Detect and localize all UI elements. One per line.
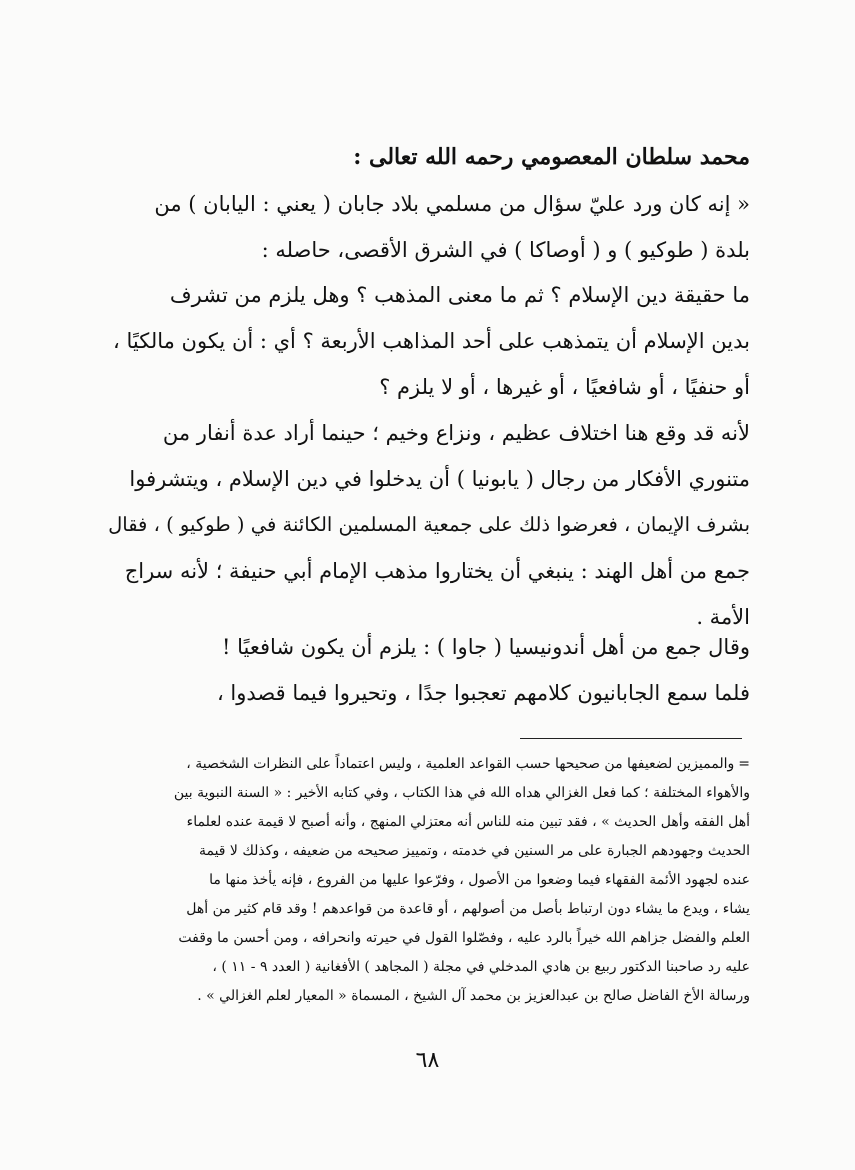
footnote-line: الحديث وجهودهم الجبارة على مر السنين في خدمته ، وتمييز صحيحه من ضعيفه ، وكذلك لا قيمة (198, 843, 750, 859)
footnote (100, 750, 750, 1011)
text-line: متنوري الأفكار من رجال ( يابونيا ) أن يدخلوا في دين الإسلام ، ويتشرفوا (129, 467, 750, 491)
page-heading-line: محمد سلطان المعصومي رحمه الله تعالى : (353, 144, 750, 170)
text-line: ما حقيقة دين الإسلام ؟ ثم ما معنى المذهب ؟ وهل يلزم من تشرف (169, 283, 750, 307)
paragraph-2 (100, 272, 750, 410)
text-line: فلما سمع الجابانيون كلامهم تعجبوا جدًا ، وتحيروا فيما قصدوا ، (216, 681, 750, 705)
footnote-line: ورسالة الأخ الفاضل صالح بن عبدالعزيز بن محمد آل الشيخ ، المسماة « المعيار لعلم الغزالي » . (197, 988, 750, 1004)
text-line: بشرف الإيمان ، فعرضوا ذلك على جمعية المسلمين الكائنة في ( طوكيو ) ، فقال (108, 513, 750, 536)
text-line: « إنه كان ورد عليّ سؤال من مسلمي بلاد جابان ( يعني : اليابان ) من (154, 192, 750, 216)
footnote-continuation-mark: = (738, 756, 750, 772)
text-line: لأنه قد وقع هنا اختلاف عظيم ، ونزاع وخيم ؛ حينما أراد عدة أنفار من (162, 421, 750, 445)
paragraph-1 (100, 181, 750, 273)
text-line: جمع من أهل الهند : ينبغي أن يختاروا مذهب الإمام أبي حنيفة ؛ لأنه سراج (124, 559, 750, 583)
footnote-line-text: والمميزين لضعيفها من صحيحها حسب القواعد العلمية ، وليس اعتماداً على النظرات الشخصية ، (186, 756, 735, 772)
page-number: ٦٨ (415, 1048, 440, 1073)
footnote-line (100, 750, 750, 779)
footnote-line: والأهواء المختلفة ؛ كما فعل الغزالي هداه الله في هذا الكتاب ، وفي كتابه الأخير : « السنة النبوية بين (173, 785, 750, 801)
footnote-line: يشاء ، ويدع ما يشاء دون ارتباط بأصل من أصولهم ، أو قاعدة من قواعدهم ! وقد قام كثير من أهل (186, 901, 750, 917)
text-line: الأمة . (696, 605, 750, 629)
footnote-line: عليه رد صاحبنا الدكتور ربيع بن هادي المدخلي في مجلة ( المجاهد ) الأفغانية ( العدد ٩ - ١١ ) ، (212, 959, 750, 975)
footnote-separator (520, 738, 742, 739)
text-line: بلدة ( طوكيو ) و ( أوصاكا ) في الشرق الأقصى، حاصله : (261, 238, 750, 262)
paragraph-4 (100, 624, 750, 716)
text-line: وقال جمع من أهل أندونيسيا ( جاوا ) : يلزم أن يكون شافعيًا ! (222, 635, 750, 659)
text-line: أو حنفيًا ، أو شافعيًا ، أو غيرها ، أو لا يلزم ؟ (379, 375, 750, 399)
paragraph-3 (100, 410, 750, 640)
footnote-line: العلم والفضل جزاهم الله خيراً بالرد عليه ، وفصّلوا القول في حيرته وانحرافه ، ومن أحسن ما وقفت (178, 930, 750, 946)
text-line: بدين الإسلام أن يتمذهب على أحد المذاهب الأربعة ؟ أي : أن يكون مالكيًا ، (113, 329, 750, 353)
footnote-line: أهل الفقه وأهل الحديث » ، فقد تبين منه للناس أنه معتزلي المنهج ، وأنه أصبح لا قيمة عنده لعلماء (186, 814, 750, 830)
footnote-line: عنده لجهود الأئمة الفقهاء فيما وضعوا من الأصول ، وفرّعوا عليها من الفروع ، فإنه يأخذ منها ما (209, 872, 750, 888)
